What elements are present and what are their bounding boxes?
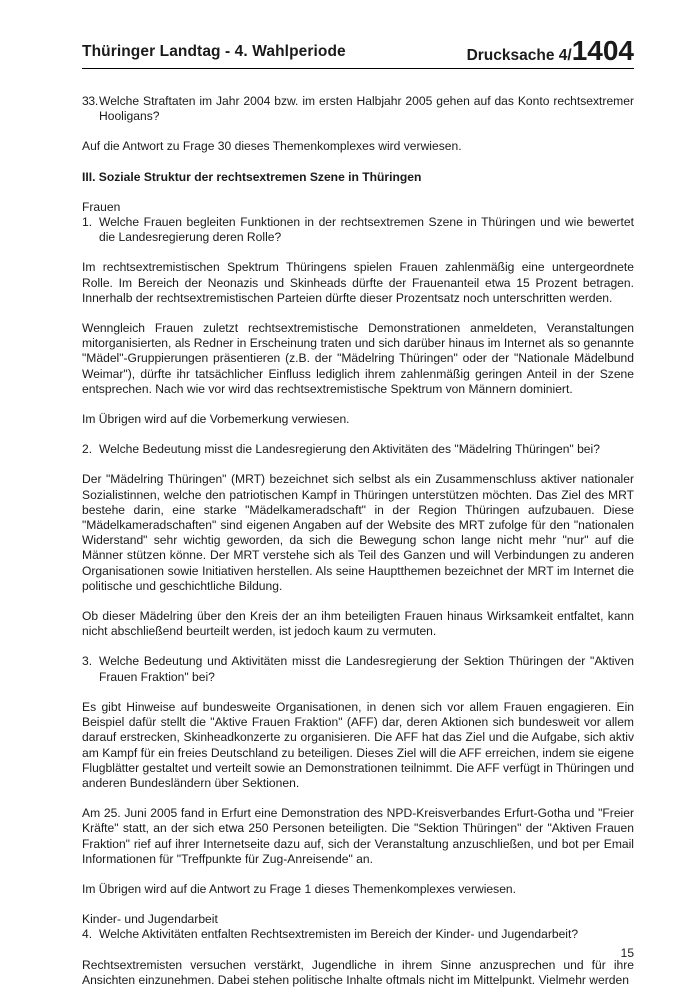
question-3	[82, 654, 634, 684]
question-number: 2.	[82, 442, 93, 457]
question-2	[82, 442, 634, 457]
page-number: 15	[620, 946, 634, 960]
question-number: 4.	[82, 927, 93, 942]
question-1	[82, 215, 634, 245]
question-33	[82, 94, 634, 124]
answer-paragraph: Am 25. Juni 2005 fand in Erfurt eine Demonstration des NPD-Kreisverbandes Erfurt-Gotha und "Freier Kräfte" statt, an der sich etwa 250 Personen beteiligten. Die "Sektion Thüringen" der "Aktiven Frauen Fraktion" rief auf ihrer Internetseite dazu auf, sich der Veranstaltung anzuschließen, und bot per Email Informationen für "Treffpunkte für Zug-Anreisende" an.	[82, 806, 634, 866]
question-text: Welche Bedeutung und Aktivitäten misst die Landesregierung der Sektion Thüringen der "Aktiven Frauen Fraktion" bei?	[99, 654, 634, 684]
parliament-title: Thüringer Landtag - 4. Wahlperiode	[82, 43, 346, 60]
question-text: Welche Bedeutung misst die Landesregierung den Aktivitäten des "Mädelring Thüringen" bei?	[99, 442, 600, 457]
answer-paragraph: Rechtsextremisten versuchen verstärkt, Jugendliche in ihrem Sinne anzusprechen und für ihre Ansichten einzunehmen. Dabei stehen politische Inhalte oftmals nicht im Mittelpunkt. Vielmehr werden	[82, 957, 634, 987]
subheading-women: Frauen	[82, 199, 121, 214]
document-label: Drucksache 4/	[466, 47, 572, 64]
answer-paragraph: Der "Mädelring Thüringen" (MRT) bezeichnet sich selbst als ein Zusammenschluss aktiver nationaler Sozialistinnen, welche den patriotischen Kampf in Thüringen unterstützen möchten. Das Ziel des MRT bestehe darin, eine starke "Mädelkameradschaft" in der Region Thüringen aufzubauen. Diese "Mädelkameradschaften" sind eigenen Angaben auf der Website des MRT zufolge für den "nationalen Widerstand" sehr wichtig geworden, da sich die Bewegung schon lange nicht mehr "nur" auf die Männer stützen könne. Der MRT verstehe sich als Teil des Ganzen und will Verbindungen zu anderen Organisationen sowie Initiativen herstellen. Als seine Hauptthemen bezeichnet der MRT im Internet die politische und geschichtliche Bildung.	[82, 472, 634, 593]
page-header	[82, 30, 634, 69]
document-reference	[467, 37, 634, 65]
question-text: Welche Frauen begleiten Funktionen in der rechtsextremen Szene in Thüringen und wie bewertet die Landesregierung deren Rolle?	[99, 215, 634, 245]
document-body	[82, 94, 634, 988]
answer-paragraph: Im rechtsextremistischen Spektrum Thüringens spielen Frauen zahlenmäßig eine untergeordnete Rolle. Im Bereich der Neonazis und Skinheads dürfte der Frauenanteil etwa 15 Prozent betragen. Innerhalb der rechtsextremistischen Parteien dürfte dieser Prozentsatz noch unterschritten werden.	[82, 260, 634, 305]
question-number: 3.	[82, 654, 93, 669]
question-4	[82, 927, 634, 942]
question-number: 1.	[82, 215, 93, 230]
answer-paragraph: Im Übrigen wird auf die Vorbemerkung verwiesen.	[82, 412, 350, 427]
answer-paragraph: Auf die Antwort zu Frage 30 dieses Themenkomplexes wird verwiesen.	[82, 139, 462, 154]
subheading-youth: Kinder- und Jugendarbeit	[82, 912, 218, 927]
answer-paragraph: Es gibt Hinweise auf bundesweite Organisationen, in denen sich vor allem Frauen engagieren. Ein Beispiel dafür stellt die "Aktive Frauen Fraktion" (AFF) dar, deren Aktionen sich bundesweit vor allem darauf erstrecken, Skinheadkonzerte zu organisieren. Die AFF hat das Ziel und die Aufgabe, sich aktiv am Kampf für ein freies Deutschland zu beteiligen. Dieses Ziel will die AFF erreichen, indem sie eigene Flugblätter gestaltet und verteilt sowie an Demonstrationen teilnimmt. Die AFF verfügt in Thüringen und anderen Bundesländern über Sektionen.	[82, 699, 634, 790]
answer-paragraph: Wenngleich Frauen zuletzt rechtsextremistische Demonstrationen anmeldeten, Veranstaltungen mitorganisierten, als Redner in Erscheinung traten und sich darüber hinaus im Internet als so genannte "Mädel"-Gruppierungen präsentieren (z.B. der "Mädelring Thüringen" oder der "Nationale Mädelbund Weimar"), dürfte ihr tatsächlicher Einfluss lediglich ihrem zahlenmäßig geringen Anteil in der Szene entsprechen. Nach wie vor wird das rechtsextremistische Spektrum von Männern dominiert.	[82, 321, 634, 396]
question-number: 33.	[82, 94, 98, 108]
question-text: Welche Straftaten im Jahr 2004 bzw. im ersten Halbjahr 2005 gehen auf das Konto rechtsextremer Hooligans?	[99, 94, 634, 124]
section-heading: III. Soziale Struktur der rechtsextremen Szene in Thüringen	[82, 169, 422, 184]
question-text: Welche Aktivitäten entfalten Rechtsextremisten im Bereich der Kinder- und Jugendarbeit?	[99, 927, 579, 942]
answer-paragraph: Ob dieser Mädelring über den Kreis der an ihm beteiligten Frauen hinaus Wirksamkeit entfaltet, kann nicht abschließend beurteilt werden, ist jedoch kaum zu vermuten.	[82, 609, 634, 639]
document-number: 1404	[571, 35, 634, 66]
answer-paragraph: Im Übrigen wird auf die Antwort zu Frage 1 dieses Themenkomplexes verwiesen.	[82, 881, 517, 896]
